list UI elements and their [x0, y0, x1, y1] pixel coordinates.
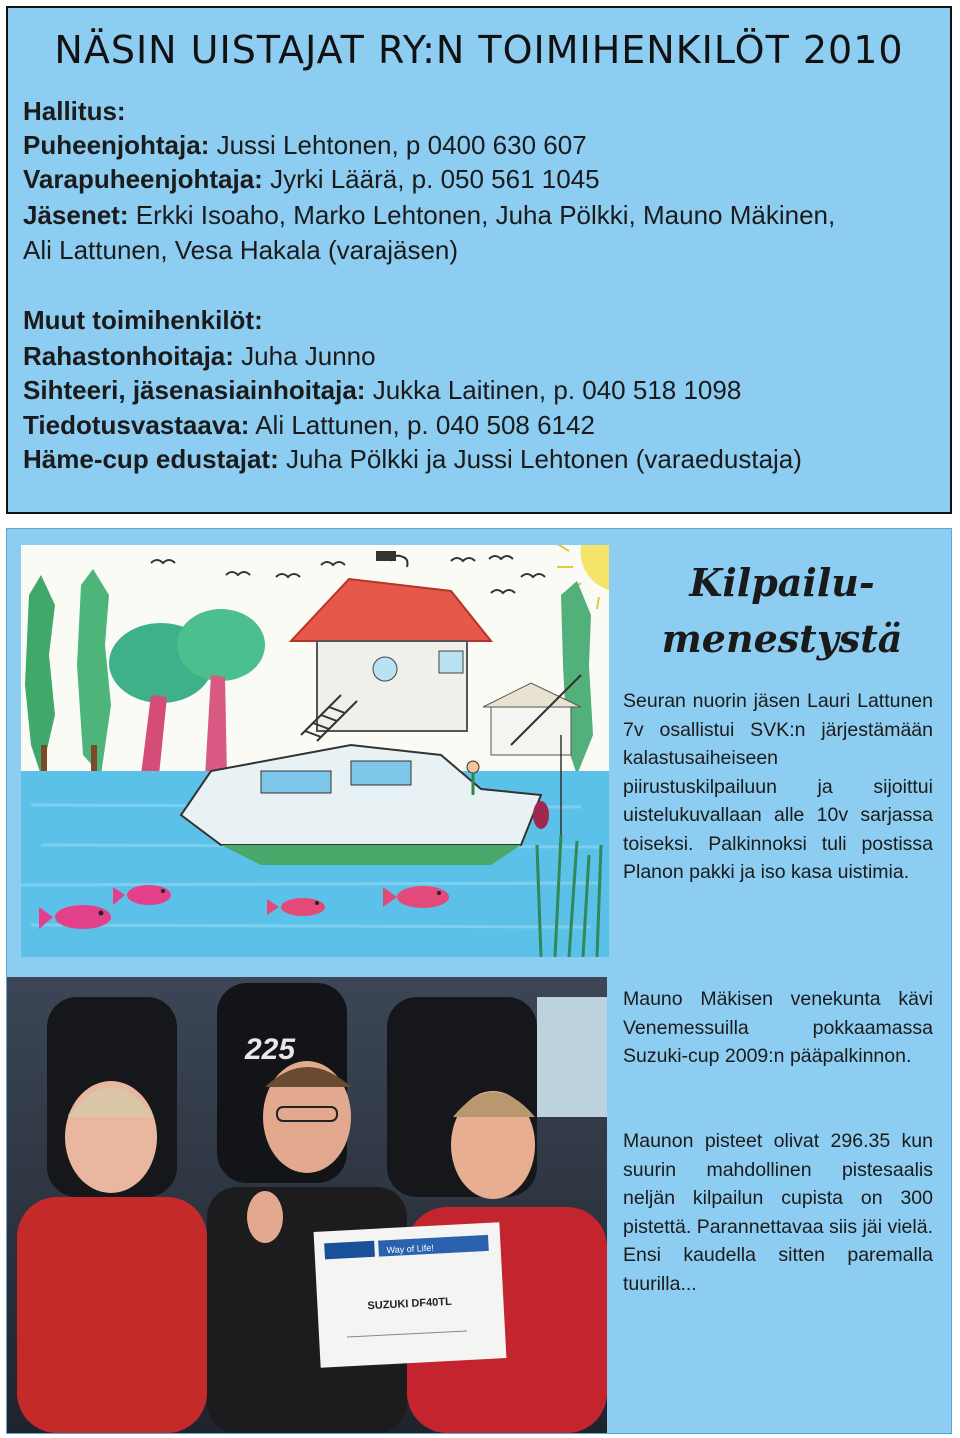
- secretary-line: Sihteeri, jäsenasiainhoitaja: Jukka Laitinen, p. 040 518 1098: [23, 375, 742, 405]
- page-title: NÄSIN UISTAJAT RY:N TOIMIHENKILÖT 2010: [54, 28, 904, 72]
- competition-box: [6, 528, 952, 1434]
- competition-heading: [627, 555, 937, 667]
- officials-box: [6, 6, 952, 514]
- competition-heading-line1: Kilpailu-: [689, 560, 875, 605]
- award-photo: [7, 977, 607, 1433]
- engine-number-text: 225: [245, 1033, 296, 1066]
- certificate-title-text: SUZUKI DF40TL: [367, 1295, 453, 1313]
- treasurer-line: Rahastonhoitaja: Juha Junno: [23, 341, 376, 371]
- vice-chair-line: Varapuheenjohtaja: Jyrki Läärä, p. 050 561 1045: [23, 164, 600, 194]
- competition-heading-line2: menestystä: [661, 616, 903, 661]
- chair-line: Puheenjohtaja: Jussi Lehtonen, p 0400 630 607: [23, 130, 587, 160]
- hame-cup-line: Häme-cup edustajat: Juha Pölkki ja Jussi Lehtonen (varaedustaja): [23, 444, 802, 474]
- drawing-contest-paragraph: Seuran nuorin jäsen Lauri Lattunen 7v osallistui SVK:n järjestämään kalastusaiheiseen piirustuskilpailuun ja sijoittui uistelukuvallaan alle 10v sarjassa toiseksi. Palkinnoksi tuli postissa Planon pakki ja iso kasa uistimia.: [623, 690, 933, 883]
- members-line: Jäsenet: Erkki Isoaho, Marko Lehtonen, Juha Pölkki, Mauno Mäkinen,: [23, 200, 836, 230]
- child-drawing-image: [21, 545, 609, 957]
- information-officer-line: Tiedotusvastaava: Ali Lattunen, p. 040 508 6142: [23, 410, 595, 440]
- board-heading: Hallitus:: [23, 96, 126, 126]
- officials-heading: Muut toimihenkilöt:: [23, 305, 263, 335]
- points-paragraph: Maunon pisteet olivat 296.35 kun suurin mahdollinen pistesaalis neljän kilpailun cupista on 300 pistettä. Parannettavaa siis jäi vielä. Ensi kaudella sitten paremalla tuurilla...: [623, 1130, 934, 1295]
- suzuki-cup-paragraph: Mauno Mäkisen venekunta kävi Venemessuilla pokkaamassa Suzuki-cup 2009:n pääpalkinnon.: [623, 988, 933, 1067]
- members-line-continued: Ali Lattunen, Vesa Hakala (varajäsen): [23, 235, 459, 265]
- certificate-badge-text: Way of Life!: [386, 1242, 435, 1256]
